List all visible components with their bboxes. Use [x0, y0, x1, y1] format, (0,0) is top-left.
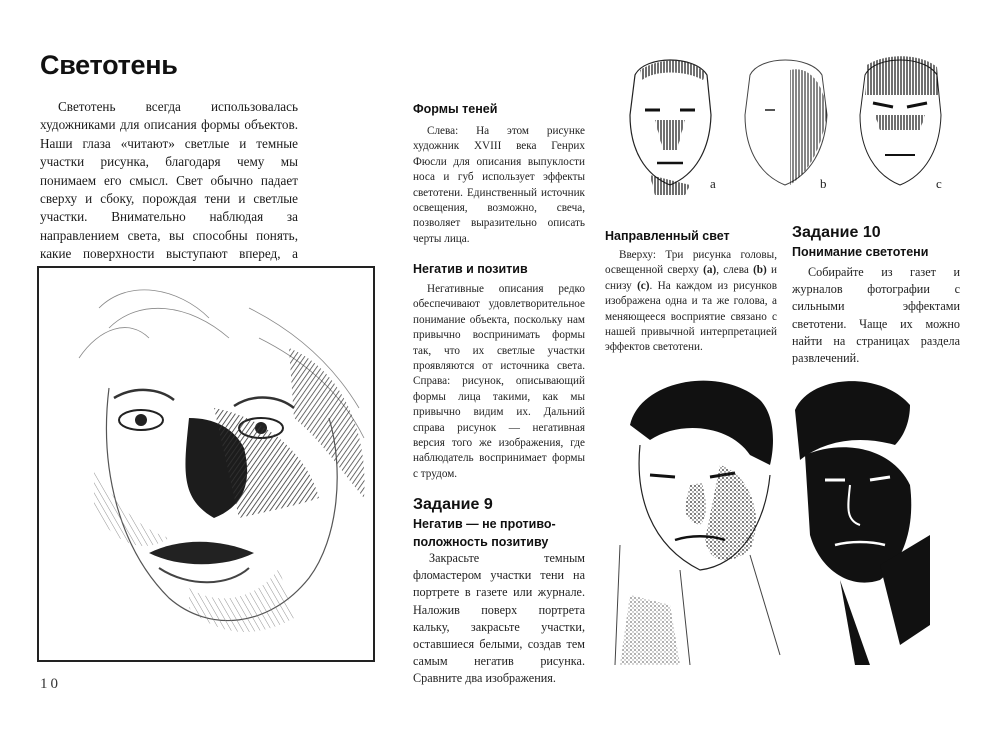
head-b [745, 60, 827, 185]
negative-portrait [795, 381, 930, 665]
task9-subtitle [413, 515, 585, 551]
directed-light-text-4: . На каждом из рисунков изображена одна и та же голова, а меняющееся восприятие связано с нашей привычной интерпретацией эффектов светотени. [605, 279, 777, 354]
positive-portrait [615, 381, 780, 665]
ref-b: (b) [753, 264, 767, 277]
task9-text: Закрасьте темным фломастером участки тени на портрете в газете или журнале. Наложив поверх портрета кальку, закрасьте участки, оставшиеся белыми, создав тем самым негатив рисунка. Сравните два изображения. [413, 551, 585, 686]
directed-light-text-1: Вверху: Три рисунка головы, освещенной сверху [605, 249, 777, 277]
task10-label: Задание 10 [792, 224, 881, 241]
fuseli-face-drawing [37, 266, 375, 662]
shadow-forms-heading: Формы теней [413, 102, 498, 116]
three-heads-drawings [615, 55, 975, 205]
directed-light-text [605, 248, 777, 356]
intro-paragraph: Светотень всегда использовалась художниками для описания формы объектов. Наши глаза «читают» светлые и темные участки рисунка, благодаря чему мы понимаем его смысл. Свет обычно падает сверху и сбоку, порождая тени и светлые участки. Внимательно наблюдая за направлением света, вы способны понять, какие поверхности выступают вперед, а [40, 99, 298, 262]
head-c [860, 56, 941, 185]
page-title: Светотень [40, 50, 178, 80]
head-label-a: a [710, 176, 716, 191]
directed-light-text-2: , слева [716, 264, 754, 277]
task9-label: Задание 9 [413, 496, 493, 513]
head-label-c: c [936, 176, 942, 191]
page-number: 10 [40, 676, 61, 692]
negative-positive-heading: Негатив и позитив [413, 262, 528, 276]
head-a [630, 60, 711, 195]
face-sketch-illustration [39, 268, 373, 660]
portrait-pair [610, 365, 940, 665]
task9-subtitle-line1: Негатив — не противо- [413, 517, 556, 531]
task9-subtitle-line2: положность позитиву [413, 535, 549, 549]
head-label-b: b [820, 176, 827, 191]
ref-a: (а) [703, 264, 717, 277]
negative-positive-text: Негативные описания редко обеспечивают удовлетворительное понимание объекта, поскольку нам привычно воспринимать формы так, что их светлые участки проявляются от источника света. Справа: рисунок, описывающий формы лица такими, как мы привычно видим их. Дальний справа рисунок — негативная версия того же изображения, где наблюдатель воспринимает формы с трудом. [413, 283, 585, 480]
directed-light-heading: Направленный свет [605, 229, 730, 243]
three-heads-illustration [615, 55, 975, 205]
task10-subtitle: Понимание светотени [792, 245, 929, 259]
task10-text: Собирайте из газет и журналов фотографии с сильными эффектами светотени. Чаще их можно найти на страницах раздела развлечений. [792, 265, 960, 366]
directed-light-text-3: и снизу [605, 264, 777, 292]
ref-c: (с) [637, 279, 650, 292]
positive-negative-portraits [610, 365, 940, 665]
shadow-forms-text: Слева: На этом рисунке художник XVIII века Генрих Фюсли для описания выпуклости носа и губ использует эффекты светотени. Единственный источник освещения, возможно, свеча, позволяет выразительно описать черты лица. [413, 125, 585, 245]
